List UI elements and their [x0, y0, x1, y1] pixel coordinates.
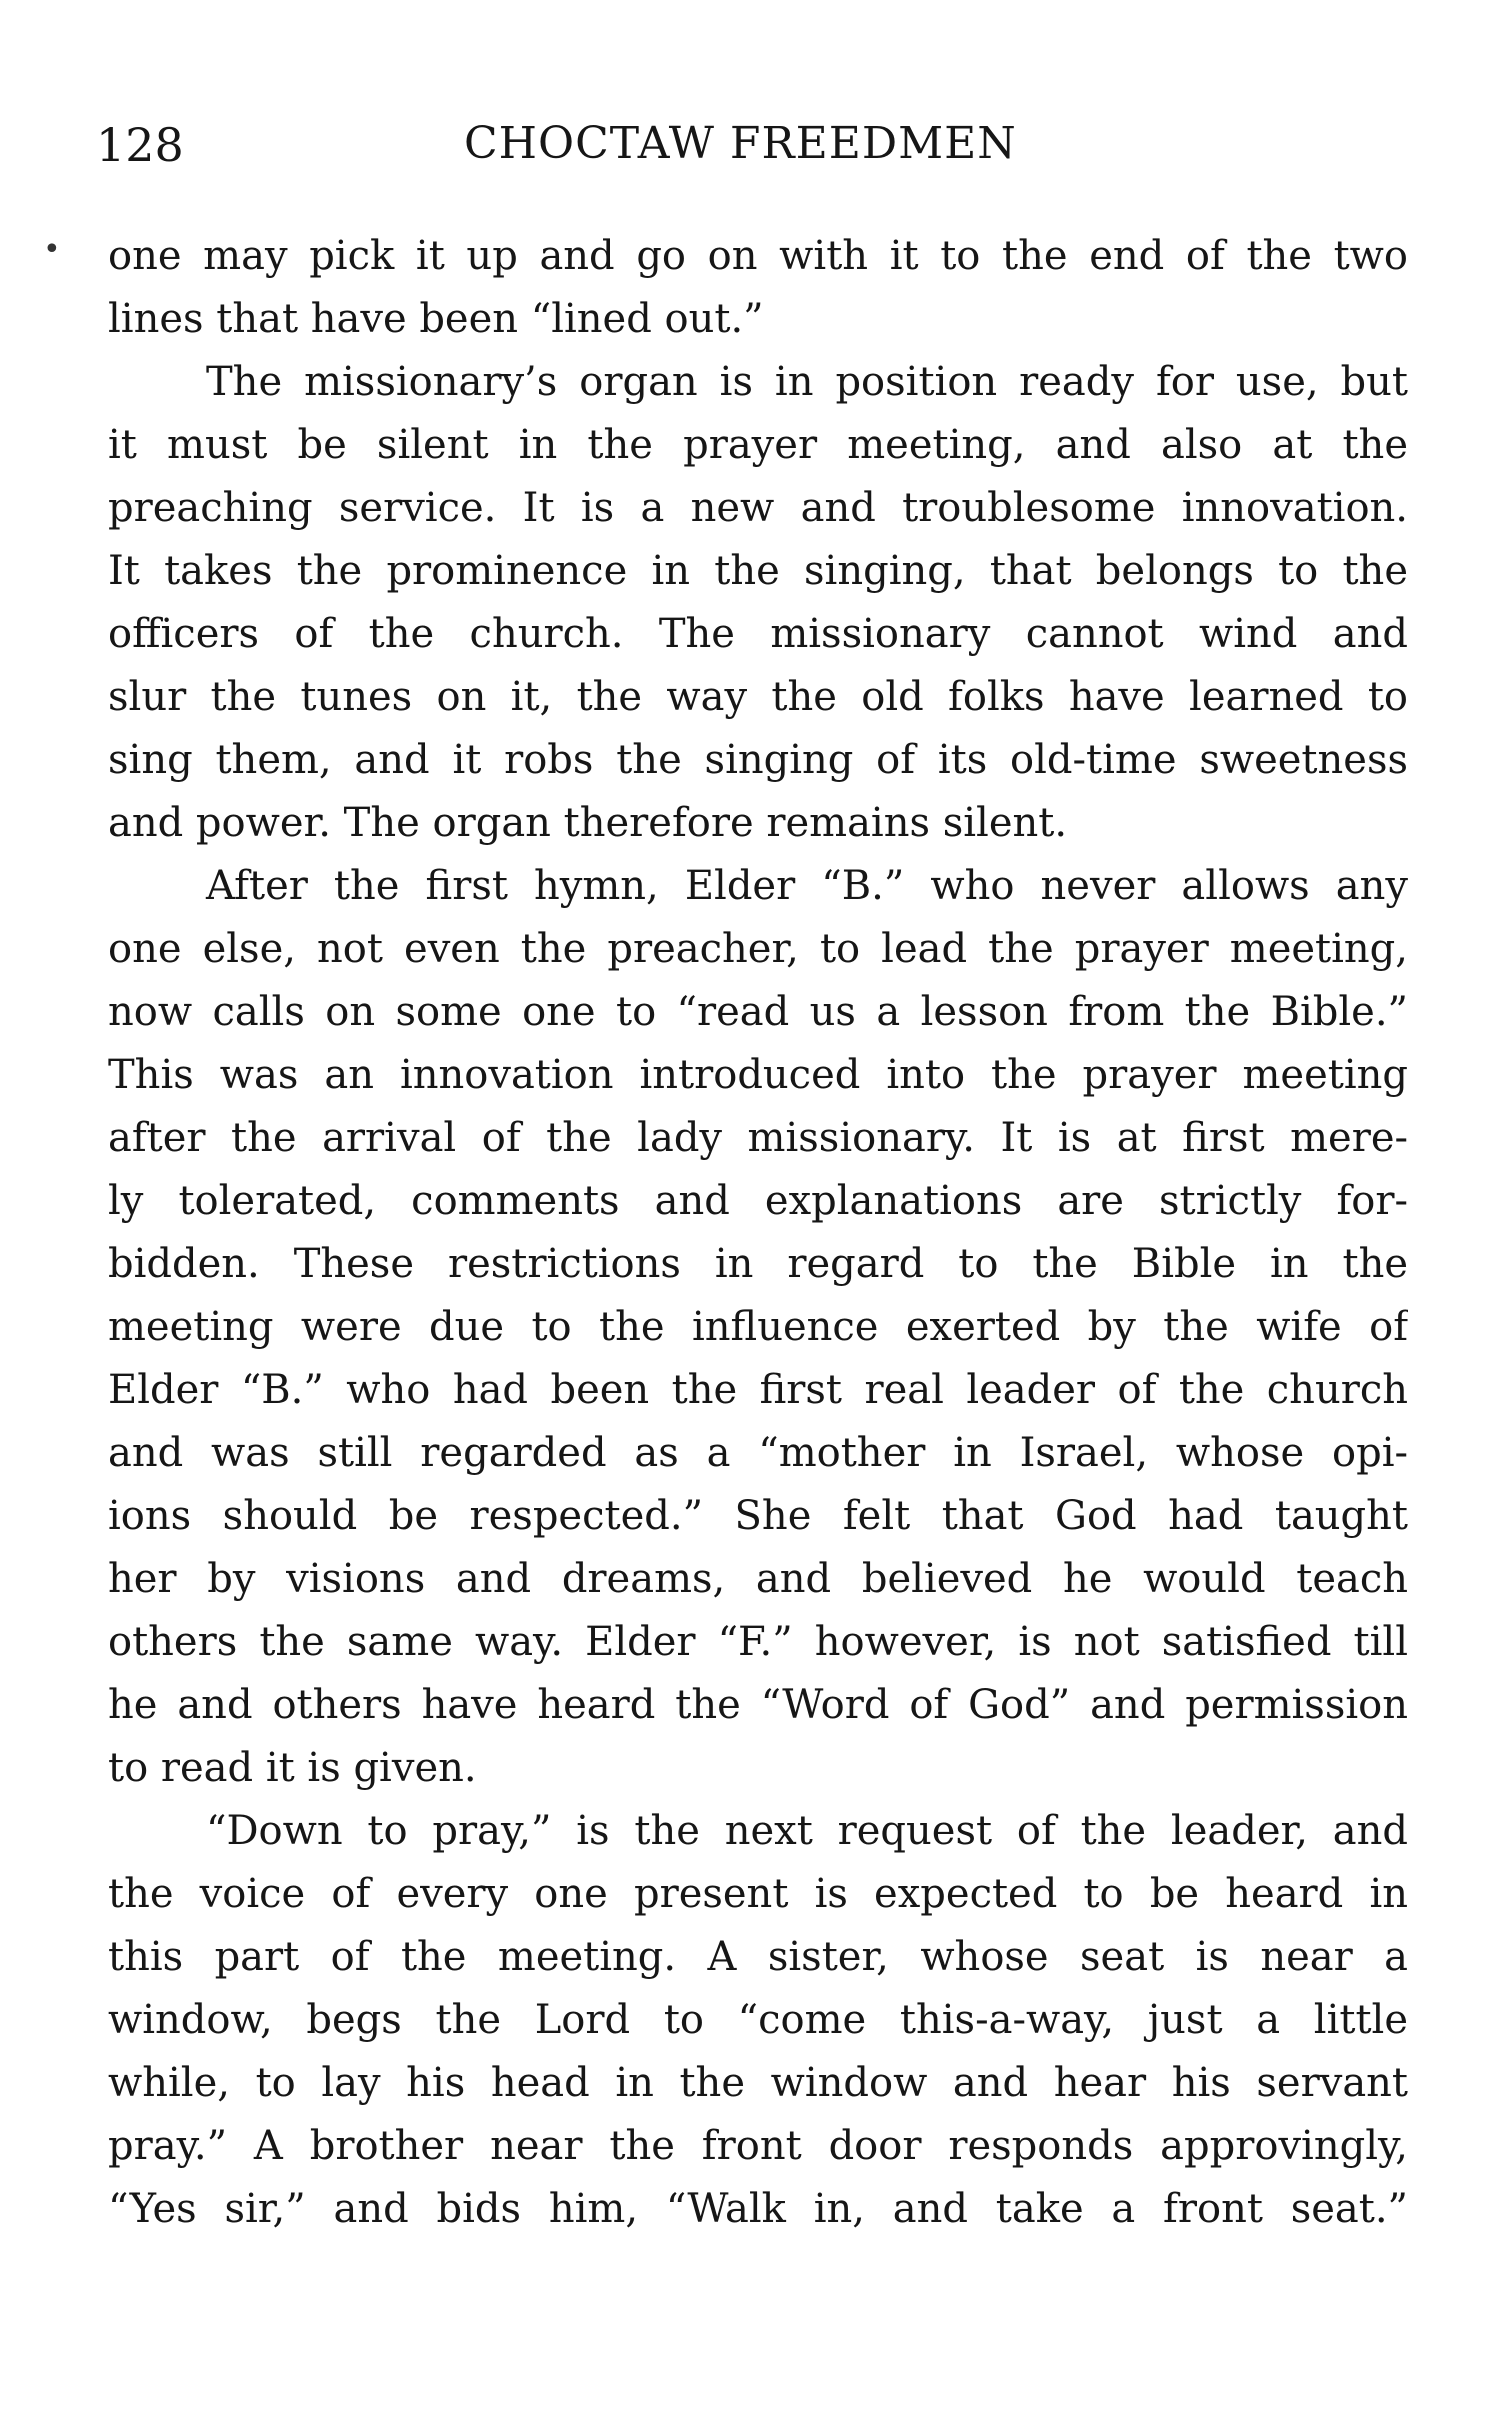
text-line: ly tolerated, comments and explanations are strictly for-: [108, 1178, 1408, 1224]
text-line: to read it is given.: [108, 1745, 477, 1791]
text-line: lines that have been “lined out.”: [108, 296, 764, 342]
text-line: Elder “B.” who had been the first real leader of the church: [108, 1367, 1408, 1413]
text-line: The missionary’s organ is in position ready for use, but: [206, 359, 1408, 405]
text-line: and was still regarded as a “mother in Israel, whose opi-: [108, 1430, 1408, 1476]
text-line: after the arrival of the lady missionary. It is at first mere-: [108, 1115, 1408, 1161]
text-line: others the same way. Elder “F.” however, is not satisfied till: [108, 1619, 1408, 1665]
page-number: 128: [96, 118, 184, 172]
text-line: After the first hymn, Elder “B.” who never allows any: [206, 863, 1408, 909]
text-line: meeting were due to the influence exerted by the wife of: [108, 1304, 1408, 1350]
text-line: pray.” A brother near the front door responds approvingly,: [108, 2123, 1408, 2169]
text-line: “Down to pray,” is the next request of the leader, and: [206, 1808, 1408, 1854]
running-head: [96, 118, 1426, 178]
text-line: this part of the meeting. A sister, whose seat is near a: [108, 1934, 1408, 1980]
text-line: the voice of every one present is expected to be heard in: [108, 1871, 1408, 1917]
text-line: This was an innovation introduced into the prayer meeting: [108, 1052, 1408, 1098]
text-line: one may pick it up and go on with it to the end of the two: [108, 233, 1408, 279]
stray-ink-mark: •: [43, 232, 61, 267]
text-line: while, to lay his head in the window and hear his servant: [108, 2060, 1408, 2106]
text-line: ions should be respected.” She felt that God had taught: [108, 1493, 1408, 1539]
text-line: It takes the prominence in the singing, that belongs to the: [108, 548, 1408, 594]
text-line: slur the tunes on it, the way the old folks have learned to: [108, 674, 1408, 720]
text-line: preaching service. It is a new and troublesome innovation.: [108, 485, 1408, 531]
text-line: officers of the church. The missionary cannot wind and: [108, 611, 1408, 657]
running-title: CHOCTAW FREEDMEN: [464, 118, 1017, 169]
text-line: it must be silent in the prayer meeting, and also at the: [108, 422, 1408, 468]
text-line: now calls on some one to “read us a lesson from the Bible.”: [108, 989, 1408, 1035]
text-line: bidden. These restrictions in regard to the Bible in the: [108, 1241, 1408, 1287]
text-line: window, begs the Lord to “come this-a-way, just a little: [108, 1997, 1408, 2043]
text-line: “Yes sir,” and bids him, “Walk in, and take a front seat.”: [108, 2186, 1408, 2232]
body-text: [108, 225, 1408, 2241]
text-line: and power. The organ therefore remains silent.: [108, 800, 1068, 846]
text-line: one else, not even the preacher, to lead the prayer meeting,: [108, 926, 1408, 972]
text-line: sing them, and it robs the singing of its old-time sweetness: [108, 737, 1408, 783]
text-line: her by visions and dreams, and believed he would teach: [108, 1556, 1408, 1602]
text-line: he and others have heard the “Word of God” and permission: [108, 1682, 1408, 1728]
